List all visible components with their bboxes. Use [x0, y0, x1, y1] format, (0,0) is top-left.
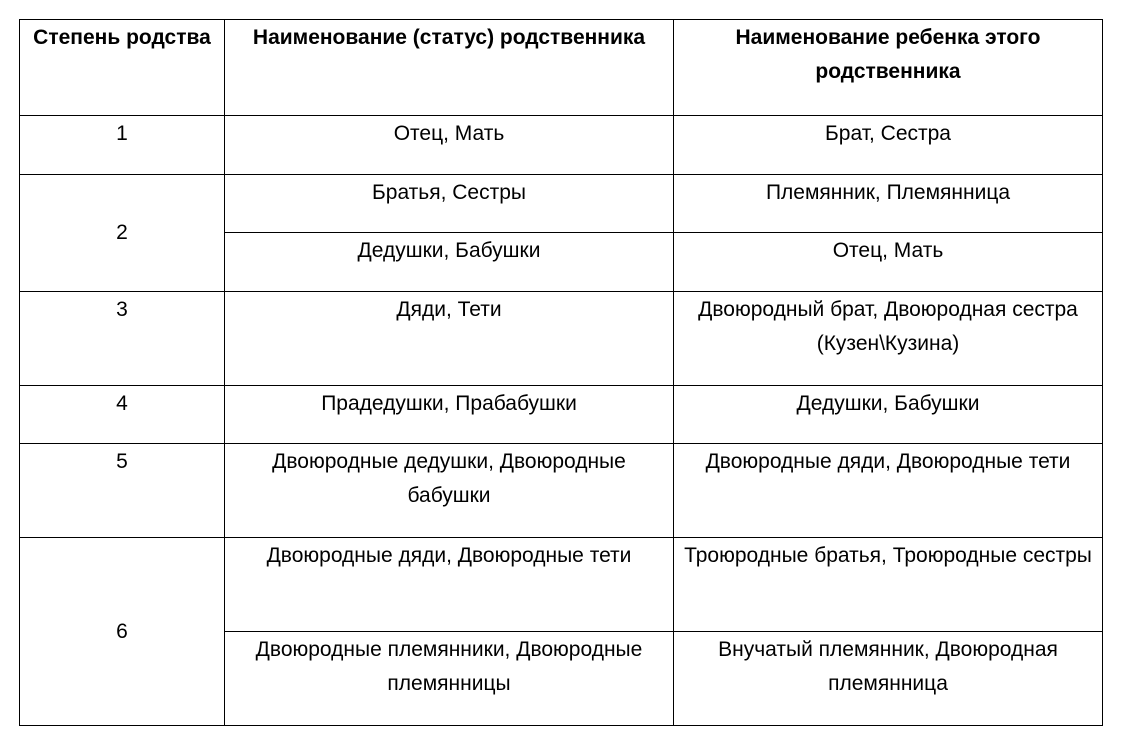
- relative-text: Двоюродные племянники, Двоюродные племянницы: [255, 638, 643, 695]
- kinship-degree-table: [19, 19, 1103, 726]
- table-row: [20, 116, 1103, 175]
- child-text: Дедушки, Бабушки: [796, 392, 980, 415]
- child-text: Племянник, Племянница: [765, 181, 1011, 204]
- relative-cell: [225, 444, 674, 538]
- child-cell: [674, 386, 1103, 444]
- child-text: Двоюродные дяди, Двоюродные тети: [705, 450, 1071, 473]
- child-cell: [674, 538, 1103, 632]
- relative-cell: [225, 116, 674, 175]
- table-row: [20, 538, 1103, 632]
- child-cell: [674, 116, 1103, 175]
- child-cell: [674, 292, 1103, 386]
- kinship-table-container: [19, 19, 1103, 726]
- child-cell: [674, 632, 1103, 726]
- table-row: [20, 386, 1103, 444]
- relative-cell: [225, 538, 674, 632]
- header-child: [674, 20, 1103, 116]
- degree-cell: 4: [20, 386, 225, 444]
- relative-text: Двоюродные дяди, Двоюродные тети: [266, 544, 632, 567]
- child-cell: [674, 233, 1103, 292]
- relative-text: Братья, Сестры: [371, 181, 526, 204]
- header-relative-text: Наименование (статус) родственника: [252, 26, 646, 49]
- child-cell: [674, 444, 1103, 538]
- relative-cell: [225, 386, 674, 444]
- table-row: [20, 444, 1103, 538]
- degree-cell: 1: [20, 116, 225, 175]
- relative-cell: [225, 632, 674, 726]
- child-text: Внучатый племянник, Двоюродная племянница: [718, 638, 1058, 695]
- child-text: Троюродные братья, Троюродные сестры: [684, 544, 1092, 567]
- child-text: Брат, Сестра: [825, 122, 951, 145]
- child-text: Двоюродный брат, Двоюродная сестра (Кузен\Кузина): [698, 298, 1078, 355]
- degree-cell: 2: [20, 175, 225, 292]
- relative-cell: [225, 175, 674, 233]
- table-row: [20, 175, 1103, 233]
- child-cell: [674, 175, 1103, 233]
- relative-text: Дяди, Тети: [396, 298, 502, 321]
- header-relative: [225, 20, 674, 116]
- degree-cell: 5: [20, 444, 225, 538]
- header-child-text: Наименование ребенка этого родственника: [735, 26, 1041, 83]
- degree-cell: 3: [20, 292, 225, 386]
- header-degree: Степень родства: [20, 20, 225, 116]
- relative-text: Прадедушки, Прабабушки: [321, 392, 577, 415]
- relative-text: Двоюродные дедушки, Двоюродные бабушки: [272, 450, 626, 507]
- table-header-row: [20, 20, 1103, 116]
- relative-text: Дедушки, Бабушки: [357, 239, 541, 262]
- relative-cell: [225, 233, 674, 292]
- degree-cell: 6: [20, 538, 225, 726]
- child-text: Отец, Мать: [832, 239, 944, 262]
- relative-text: Отец, Мать: [393, 122, 505, 145]
- table-row: [20, 292, 1103, 386]
- relative-cell: [225, 292, 674, 386]
